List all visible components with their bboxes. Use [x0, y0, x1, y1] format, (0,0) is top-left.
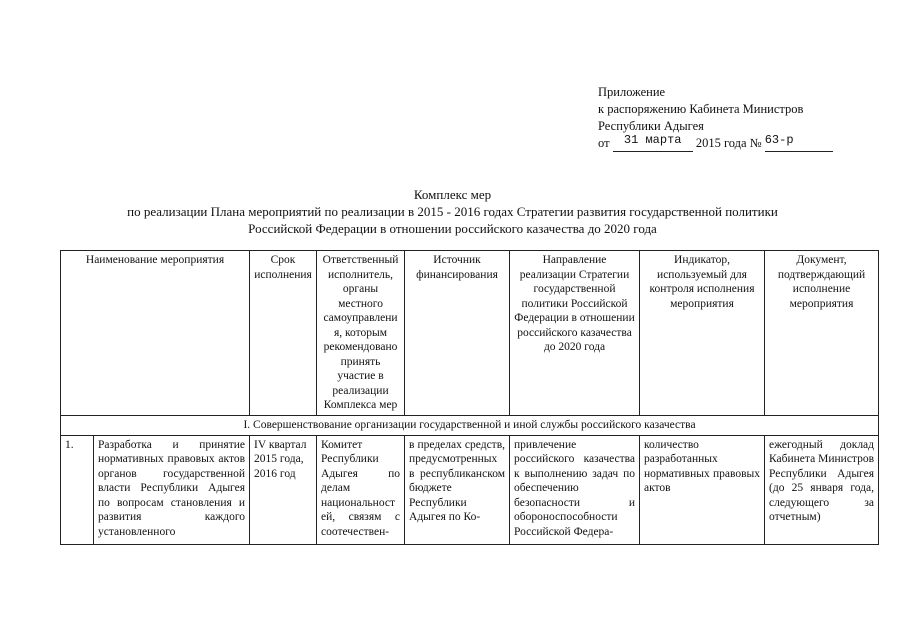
- table-header-row: [61, 251, 879, 416]
- number-field: [764, 133, 833, 152]
- title-line-1: Комплекс мер: [413, 187, 492, 202]
- header-funding: Источник финансирования: [405, 251, 510, 416]
- row-direction: привлечение российского казачества к выполнению задач по обеспечению безопасности и обороноспособности Российской Федера-: [510, 435, 640, 544]
- header-responsible: Ответственный исполнитель, органы местного самоуправления, которым рекомендовано принять участие в реализации Комплекса мер: [317, 251, 405, 416]
- date-suffix: 2015 года №: [695, 136, 762, 150]
- header-term: Срок исполнения: [250, 251, 317, 416]
- measures-table: [60, 250, 879, 545]
- row-indicator: количество разработанных нормативных правовых актов: [640, 435, 765, 544]
- section-title: I. Совершенствование организации государственной и иной службы российского казачества: [61, 416, 879, 436]
- row-number: 1.: [61, 435, 94, 544]
- row-document: ежегодный доклад Кабинета Министров Республики Адыгея (до 25 января года, следующего за отчетным): [765, 435, 879, 544]
- appendix-date-line: [598, 135, 833, 152]
- number-handwritten: 63-р: [764, 133, 794, 147]
- row-name: Разработка и принятие нормативных правовых актов органов государственной власти Республики Адыгея по вопросам становления и развития каждого установленного: [94, 435, 250, 544]
- section-row: [61, 416, 879, 436]
- row-responsible: Комитет Республики Адыгея по делам национальностей, связям с соотечествен-: [317, 435, 405, 544]
- date-field: [613, 133, 693, 152]
- header-name: Наименование мероприятия: [61, 251, 250, 416]
- header-direction: Направление реализации Стратегии государственной политики Российской Федерации в отношении российского казачества до 2020 года: [510, 251, 640, 416]
- appendix-line-2: к распоряжению Кабинета Министров: [598, 102, 804, 116]
- document-title: [0, 186, 905, 237]
- appendix-block: [598, 84, 833, 152]
- title-line-3: Российской Федерации в отношении российского казачества до 2020 года: [248, 221, 657, 236]
- row-term: IV квартал 2015 года, 2016 год: [250, 435, 317, 544]
- title-line-2: по реализации Плана мероприятий по реализации в 2015 - 2016 годах Стратегии развития государственной политики: [127, 204, 778, 219]
- row-funding: в пределах средств, предусмотренных в республиканском бюджете Республики Адыгея по Ко-: [405, 435, 510, 544]
- table-row: [61, 435, 879, 544]
- header-indicator: Индикатор, используемый для контроля исполнения мероприятия: [640, 251, 765, 416]
- header-document: Документ, подтверждающий исполнение мероприятия: [765, 251, 879, 416]
- date-prefix: от: [598, 136, 610, 150]
- appendix-line-1: Приложение: [598, 85, 666, 99]
- date-handwritten: 31 марта: [623, 133, 682, 147]
- appendix-line-3: Республики Адыгея: [598, 119, 704, 133]
